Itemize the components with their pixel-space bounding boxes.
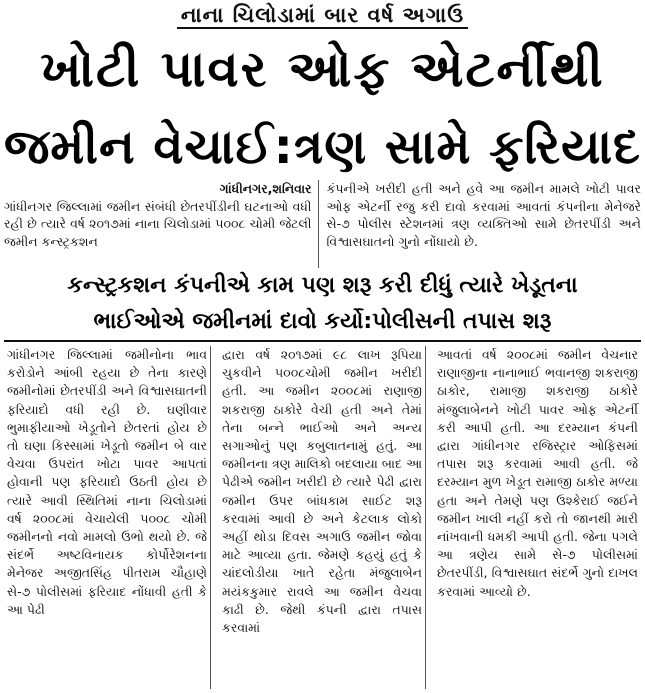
- subhead-line-1: કન્સ્ટ્રકશન કંપનીએ કામ પણ શરૂ કરી દીધું ત્યારે ખેડૂતના: [67, 273, 578, 298]
- body-column-1: ગાંધીનગર જિલ્લામાં જમીનોના ભાવ કરોડોને આંબી રહયા છે તેના કારણે જમીનોમાં છેતરપીંડી અને વિશ્વાસઘાતની ફરિયાદો વધી રહી છે. ઘણીવાર ભુમાફીયાઓ ખેડૂતોને છેતરતાં હોય છે તો ઘણા કિસ્સામાં ખેડૂતો જમીન બે વાર વેચવા ઉપરાંત ખોટા પાવર આપતાં હોવાની પણ ફરિયાદો ઉઠતી હોય છે ત્યારે આવી સ્થિતિમાં નાના ચિલોડામાં વર્ષ ૨૦૦૮માં વેચાયેલી ૫૦૦૮ ચોમી જમીનનો નવો મામલો ઉભો થયો છે. જે સંદર્ભે અષ્ટવિનાયક કોર્પોરેશનના મેનેજર અજીતસિંહ પીતરામ ચૌહાણે સે-૭ પોલીસમાં ફરિયાદ નોંધાવી હતી કે આ પેઢી: [4, 346, 211, 689]
- subhead-line-2: ભાઈઓએ જમીનમાં દાવો કર્યો:પોલીસની તપાસ શરૂ: [93, 309, 552, 334]
- divider: [4, 340, 641, 342]
- article-body: [4, 346, 641, 689]
- headline-line-1: ખોટી પાવર ઓફ એટર્નીથી: [40, 40, 605, 98]
- intro-section: [4, 180, 641, 268]
- intro-left-text: ગાંધીનગર જિલ્લામાં જમીન સંબંધી છેતરપીંડીની ઘટનાઓ વધી રહી છે ત્યારે વર્ષ ૨૦૧૭માં નાના ચિલોડામાં ૫૦૦૮ ચોમી જેટલી જમીન કન્સ્ટ્રકશન: [4, 198, 312, 249]
- body-column-3: આવતાં વર્ષ ૨૦૦૮માં જમીન વેચનાર રાણાજીના નાનાભાઈ ભવાનજી શકરાજી ઠાકોર, રામાજી શકરાજી ઠાકોરે મંજુલાબેનને ખોટી પાવર ઓફ એટર્ની કરી આપી હતી. આ દરમ્યાન કંપની દ્વારા ગાંધીનગર રજિસ્ટ્રાર ઓફિસમાં તપાસ શરૂ કરવામાં આવી હતી. જે દરમ્યાન મુળ ખેડૂત રામાજી ઠાકોર મળ્યા હતા અને તેમણે પણ ઉશ્કેરાઈ જઈને જમીન ખાલી નહીં કરો તો જાનથી મારી નાંખવાની ધમકી આપી હતી. જેના પગલે આ ત્રણેય સામે સે-૭ પોલીસમાં છેતરપીંડી, વિશ્વાસઘાત સંદર્ભે ગુનો દાખલ કરવામાં આવ્યો છે.: [437, 347, 638, 599]
- kicker-text: નાના ચિલોડામાં બાર વર્ષ અગાઉ: [177, 3, 468, 29]
- kicker: [0, 2, 645, 28]
- headline-line-2: જમીન વેચાઈ:ત્રણ સામે ફરિયાદ: [4, 119, 641, 175]
- body-column-2: દ્વારા વર્ષ ૨૦૧૭માં ૯૮ લાખ રૂપિયા ચુકવીને ૫૦૦૮ચોમી જમીન ખરીદી હતી. આ જમીન ૨૦૦૮માં રાણાજી શકરાજી ઠાકોરે વેચી હતી અને તેમાં તેના બન્ને ભાઈઓ અને અન્ય સગાઓનું પણ કબુલાતનામું હતું. આ જમીનના ત્રણ માલિકો બદલાયા બાદ આ પેઢીએ જમીન ખરીદી છે ત્યારે પેઢી દ્વારા જમીન ઉપર બાંધકામ સાઈટ શરૂ કરવામાં આવી છે અને કેટલાક લોકો અહીં થોડા દિવસ અગાઉ જમીન જોવા માટે આવ્યા હતા. જેમણે કહયું હતું કે ચાંદલોડીયા ખાતે રહેતા મંજુલાબેન મયંકકુમાર રાવલે આ જમીન વેચવા કાઢી છે. જેથી કંપની દ્વારા તપાસ કરવામાં: [219, 346, 426, 689]
- intro-column-right: [327, 180, 642, 268]
- intro-right-text: કંપનીએ ખરીદી હતી અને હવે આ જમીન મામલે ખોટી પાવર ઓફ એટર્ની રજુ કરી દાવો કરવામાં આવતાં કંપનીના મેનેજરે સે-૭ પોલીસ સ્ટેશનમાં ત્રણ વ્યક્તિઓ સામે છેતરપીંડી અને વિશ્વાસઘાતનો ગુનો નોંધાયો છે.: [326, 181, 641, 249]
- intro-column-left: [4, 180, 319, 268]
- dateline: ગાંધીનગર,શનિવાર: [219, 181, 312, 196]
